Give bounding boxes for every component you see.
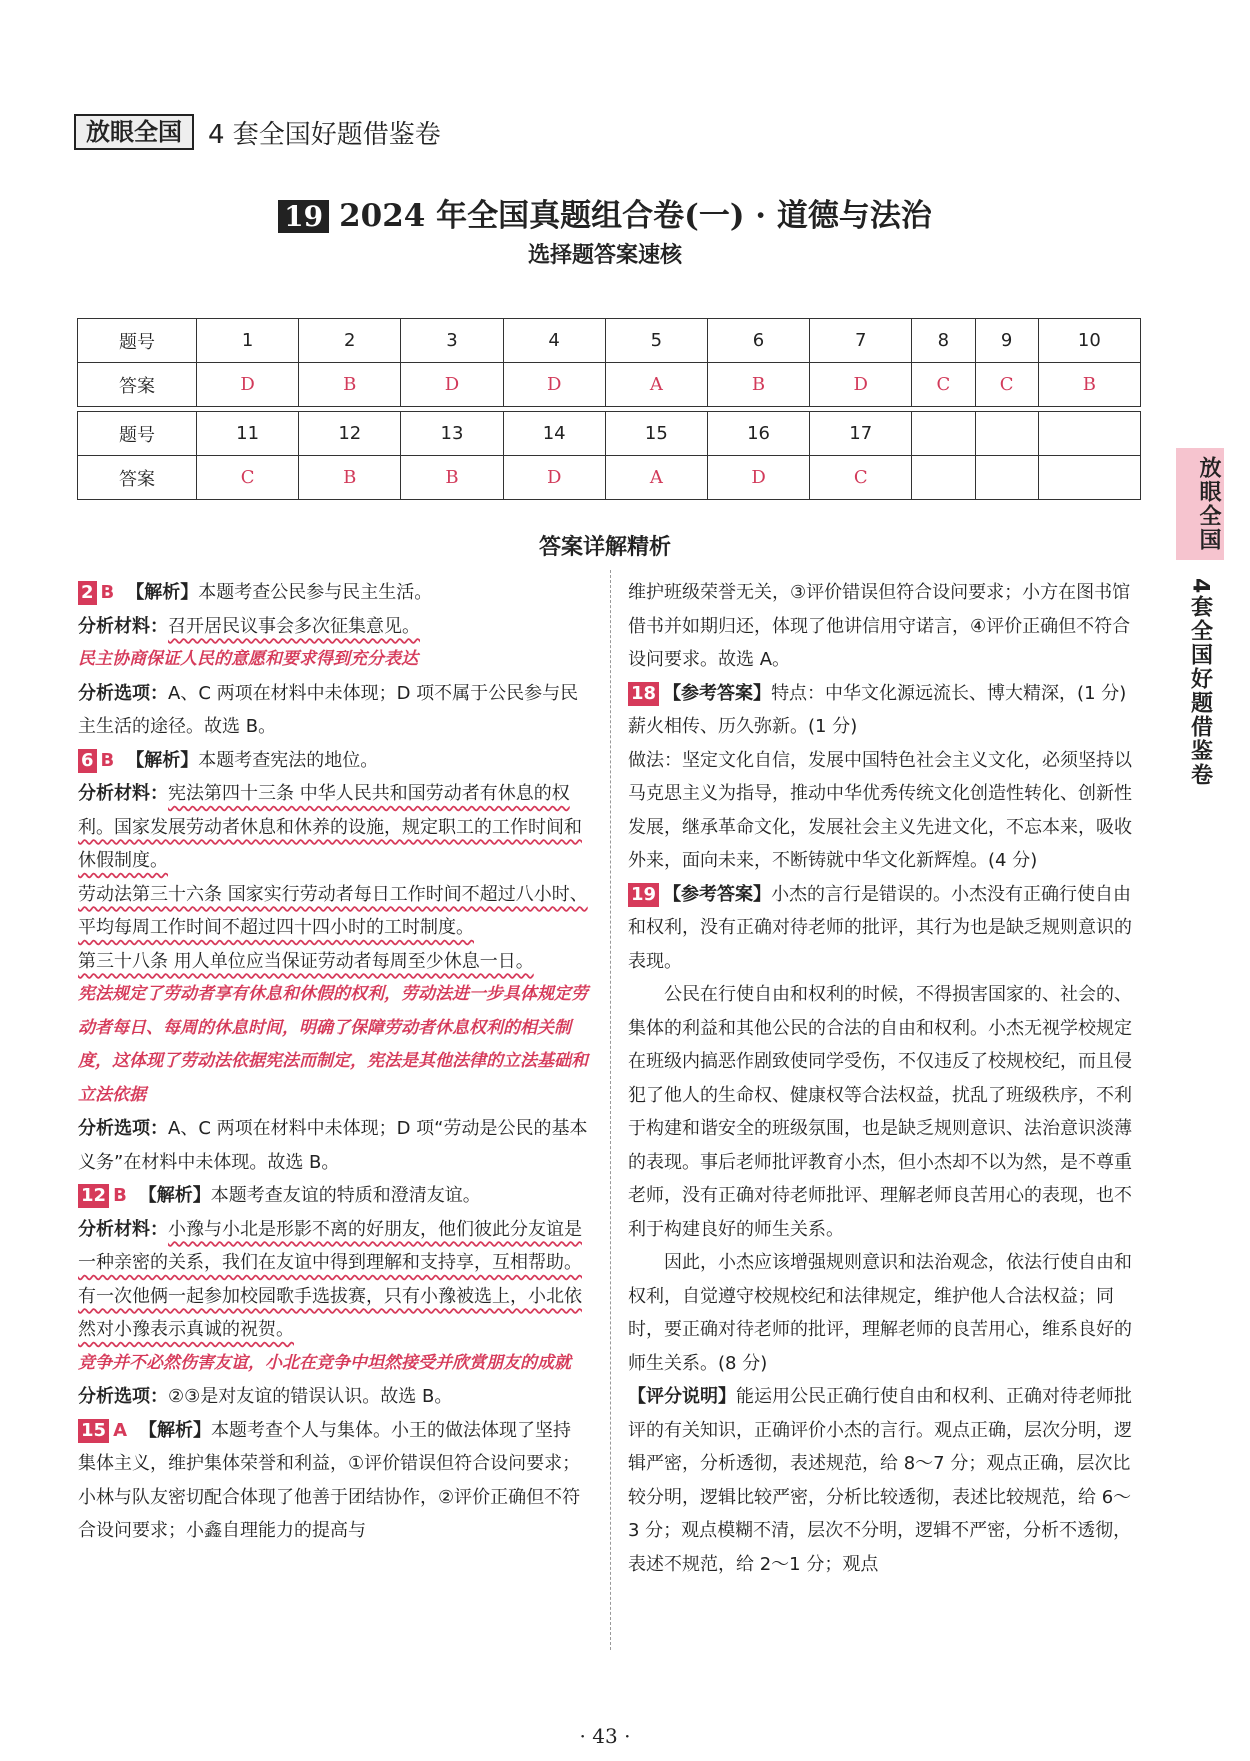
answer-cell: D [503, 456, 605, 500]
reference-answer-tag: 【参考答案】 [663, 682, 772, 704]
table-row [78, 412, 1141, 456]
question-number: 4 [503, 319, 605, 363]
analysis-tag: 【解析】 [126, 582, 199, 603]
q2-intro-text: 本题考查公民参与民主生活。 [198, 582, 433, 603]
question-number: 7 [810, 319, 912, 363]
q2-material: 召开居民议事会多次征集意见。 [168, 615, 420, 637]
question-number: 12 [299, 412, 401, 456]
answer-cell: C [912, 363, 975, 407]
question-number [912, 412, 975, 456]
q19-p3: 因此，小杰应该增强规则意识和法治观念，依法行使自由和权利，自觉遵守校规校纪和法律规定，维护他人合法权益；同时，要正确对待老师的批评，理解老师的良苦用心，维系良好的师生关系。(8 分) [628, 1252, 1132, 1374]
material-label: 分析材料： [78, 783, 168, 804]
page-number: · 43 · [579, 1724, 631, 1748]
table-row [78, 363, 1141, 407]
paper-title-text: 2024 年全国真题组合卷(一) · 道德与法治 [339, 198, 932, 234]
question-number: 6 [707, 319, 809, 363]
analysis-tag: 【解析】 [126, 749, 199, 771]
q-number-badge: 19 [628, 883, 659, 907]
left-column [78, 576, 588, 1548]
question-number: 9 [975, 319, 1038, 363]
side-tab-title: 4套全国好题借鉴卷 [1187, 578, 1213, 788]
answer-cell: C [975, 363, 1038, 407]
row-label: 答案 [78, 456, 197, 500]
answer-cell: B [299, 363, 401, 407]
question-number: 15 [605, 412, 707, 456]
question-number: 16 [707, 412, 809, 456]
answer-cell: D [401, 363, 503, 407]
q12-note: 竞争并不必然伤害友谊，小北在竞争中坦然接受并欣赏朋友的成就 [78, 1352, 571, 1373]
row-label: 题号 [78, 319, 197, 363]
row-label: 答案 [78, 363, 197, 407]
question-number [975, 412, 1038, 456]
answer-cell: D [707, 456, 809, 500]
paper-number: 19 [278, 200, 329, 233]
header-title: 4 套全国好题借鉴卷 [208, 119, 441, 150]
answer-cell: C [197, 456, 299, 500]
answer-cell: B [401, 456, 503, 500]
answer-letter: B [100, 582, 115, 603]
question-number [1038, 412, 1140, 456]
q-number-badge: 2 [78, 581, 97, 605]
answer-cell: B [1038, 363, 1140, 407]
q6-options: A、C 两项在材料中未体现；D 项“劳动是公民的基本义务”在材料中未体现。故选 B。 [78, 1118, 588, 1173]
q-number-badge: 15 [78, 1419, 109, 1443]
question-number: 3 [401, 319, 503, 363]
q12-intro-text: 本题考查友谊的特质和澄清友谊。 [210, 1185, 481, 1206]
answer-cell: B [299, 456, 401, 500]
q-number-badge: 6 [78, 749, 97, 773]
quick-check-heading: 选择题答案速核 [527, 243, 682, 268]
q2-options: A、C 两项在材料中未体现；D 项不属于公民参与民主生活的途径。故选 B。 [78, 682, 579, 737]
q15-continuation: 维护班级荣誉无关，③评价错误但符合设问要求；小方在图书馆借书并如期归还，体现了他讲信用守诺言，④评价正确但不符合设问要求。故选 A。 [628, 582, 1131, 670]
question-number: 5 [605, 319, 707, 363]
q18-p1: 特点：中华文化源远流长、博大精深，(1 分)薪火相传、历久弥新。(1 分) [628, 682, 1127, 737]
answer-letter: A [113, 1419, 127, 1441]
q-number-badge: 18 [628, 682, 659, 706]
q6-note: 宪法规定了劳动者享有休息和休假的权利，劳动法进一步具体规定劳动者每日、每周的休息时间，明确了保障劳动者休息权利的相关制度，这体现了劳动法依据宪法而制定，宪法是其他法律的立法基础和立法依据 [78, 984, 588, 1105]
page-header [74, 114, 441, 150]
q6-material-3: 第三十八条 用人单位应当保证劳动者每周至少休息一日。 [78, 950, 534, 972]
q12-options: ②③是对友谊的错误认识。故选 B。 [168, 1386, 453, 1407]
q15-intro [78, 1414, 588, 1548]
table-row [78, 456, 1141, 500]
analysis-tag: 【解析】 [138, 1185, 211, 1206]
q15-text: 本题考查个人与集体。小王的做法体现了坚持集体主义，维护集体荣誉和利益，①评价错误但符合设问要求；小林与队友密切配合体现了他善于团结协作，②评价正确但不符合设问要求；小鑫自理能力的提高与 [78, 1419, 581, 1541]
table-row [78, 319, 1141, 363]
options-label: 分析选项： [78, 682, 168, 704]
q6-intro [78, 744, 588, 778]
options-label: 分析选项： [78, 1386, 168, 1407]
q6-material-2: 劳动法第三十六条 国家实行劳动者每日工作时间不超过八小时、平均每周工作时间不超过四十四小时的工时制度。 [78, 883, 588, 938]
analysis-tag: 【解析】 [139, 1419, 211, 1441]
answer-letter: B [100, 749, 115, 771]
q12-material: 小豫与小北是形影不离的好朋友，他们彼此分友谊是一种亲密的关系，我们在友谊中得到理解和支持享，互相帮助。有一次他俩一起参加校园歌手选拔赛，只有小豫被选上，小北依然对小豫表示真诚的祝贺。 [78, 1218, 582, 1340]
q12-intro [78, 1179, 588, 1213]
side-tab [1175, 448, 1225, 787]
q6-intro-text: 本题考查宪法的地位。 [198, 749, 379, 771]
q6-material-1: 宪法第四十三条 中华人民共和国劳动者有休息的权利。国家发展劳动者休息和休养的设施，规定职工的工作时间和休假制度。 [78, 783, 582, 871]
question-number: 17 [810, 412, 912, 456]
question-number: 11 [197, 412, 299, 456]
question-number: 14 [503, 412, 605, 456]
scoring-tag: 【评分说明】 [628, 1386, 736, 1407]
q19-p1: 小杰的言行是错误的。小杰没有正确行使自由和权利，没有正确对待老师的批评，其行为也是缺乏规则意识的表现。 [628, 883, 1132, 972]
detail-heading: 答案详解精析 [538, 535, 671, 560]
q18-p2: 做法：坚定文化自信，发展中国特色社会主义文化，必须坚持以马克思主义为指导，推动中华优秀传统文化创造性转化、创新性发展，继承革命文化，发展社会主义先进文化，不忘本来，吸收外来，面向未来，不断铸就中华文化新辉煌。(4 分) [628, 749, 1132, 871]
reference-answer-tag: 【参考答案】 [663, 883, 772, 905]
q-number-badge: 12 [78, 1184, 109, 1208]
q19-scoring: 能运用公民正确行使自由和权利、正确对待老师批评的有关知识，正确评价小杰的言行。观点正确，层次分明，逻辑严密，分析透彻，表述规范，给 8～7 分；观点正确，层次比较分明，逻辑比较严密，分析比较透彻，表述比较规范，给 6～3 分；观点模糊不清，层次不分明，逻辑不严密，分析不透彻，表述不规范，给 2～1 分；观点 [628, 1386, 1132, 1575]
column-divider [610, 570, 611, 1650]
q18-answer [628, 677, 1140, 744]
q19-answer [628, 878, 1140, 979]
answer-cell: A [605, 363, 707, 407]
answer-cell [912, 456, 975, 500]
question-number: 1 [197, 319, 299, 363]
question-number: 2 [299, 319, 401, 363]
answer-cell: D [503, 363, 605, 407]
answer-cell: B [707, 363, 809, 407]
answer-cell: D [810, 363, 912, 407]
answer-cell [975, 456, 1038, 500]
answer-cell: C [810, 456, 912, 500]
side-tab-label: 放眼全国 [1176, 448, 1224, 560]
question-number: 13 [401, 412, 503, 456]
question-number: 8 [912, 319, 975, 363]
header-tag: 放眼全国 [74, 114, 194, 150]
material-label: 分析材料： [78, 615, 168, 637]
question-number: 10 [1038, 319, 1140, 363]
answer-cell [1038, 456, 1140, 500]
row-label: 题号 [78, 412, 197, 456]
q19-p2: 公民在行使自由和权利的时候，不得损害国家的、社会的、集体的利益和其他公民的合法的自由和权利。小杰无视学校规定在班级内搞恶作剧致使同学受伤，不仅违反了校规校纪，而且侵犯了他人的生命权、健康权等合法权益，扰乱了班级秩序，不利于构建和谐安全的班级氛围，也是缺乏规则意识、法治意识淡薄的表现。事后老师批评教育小杰，但小杰却不以为然，是不尊重老师，没有正确对待老师批评、理解老师良苦用心的表现，也不利于构建良好的师生关系。 [628, 984, 1132, 1240]
answer-cell: D [197, 363, 299, 407]
options-label: 分析选项： [78, 1118, 168, 1139]
right-column [628, 576, 1140, 1581]
answer-table [77, 318, 1141, 500]
material-label: 分析材料： [78, 1218, 168, 1240]
answer-letter: B [113, 1185, 127, 1206]
q2-intro [78, 576, 588, 610]
paper-title [0, 190, 1210, 235]
q2-note: 民主协商保证人民的意愿和要求得到充分表达 [78, 649, 418, 669]
answer-cell: A [605, 456, 707, 500]
